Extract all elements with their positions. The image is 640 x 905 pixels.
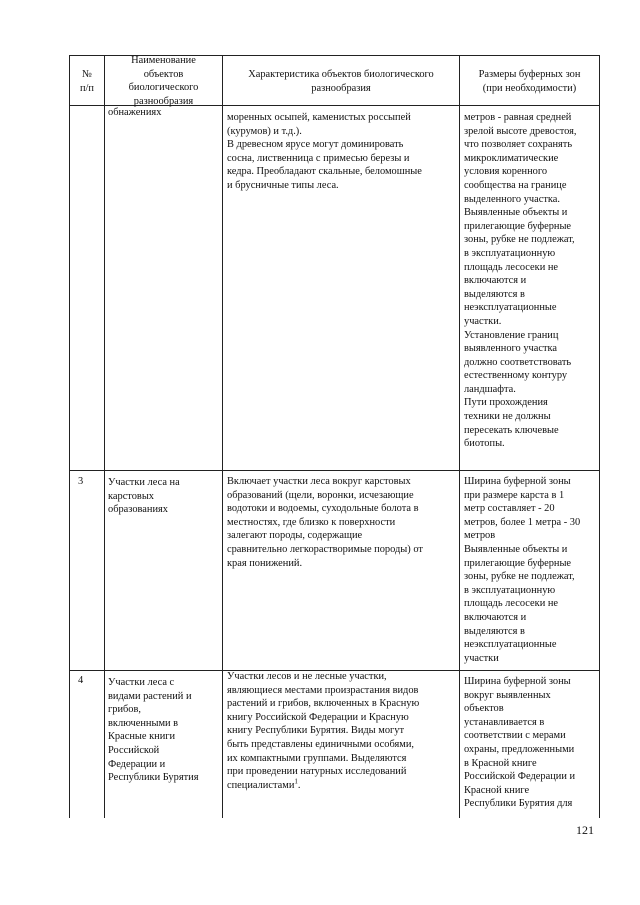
- footnote-ref: 1: [294, 777, 298, 786]
- table-divider-1: [104, 55, 105, 818]
- row2-name: Участки леса на карстовых образованиях: [108, 477, 180, 516]
- header-description: Характеристика объектов биологического разнообразия: [248, 69, 434, 94]
- row1-description: моренных осыпей, каменистых россыпей (курумов) и т.д.). В древесном ярусе могут доминировать сосна, лиственница с примесью березы и кедра. Преобладают скальные, беломошные и брусничные типы леса.: [227, 112, 422, 191]
- row1-name: обнажениях: [108, 107, 162, 118]
- header-num: № п/п: [79, 69, 94, 94]
- row1-buffer: метров - равная средней зрелой высоте древостоя, что позволяет сохранять микроклиматические условия коренного сообщества на границе выделенного участка. Выявленные объекты и прилегающие буферные зоны, рубке не подлежат, в эксплуатационную площадь лесосеки не включаются и выделяются в неэксплуатационные участки. Установление границ выявленного участка должно соответствовать естественному контуру ландшафта. Пути прохождения техники не должны пересекать ключевые биотопы.: [464, 112, 577, 450]
- page-number: 121: [576, 823, 594, 837]
- row2-buffer: Ширина буферной зоны при размере карста в 1 метр составляет - 20 метров, более 1 метра - 30 метров Выявленные объекты и прилегающие буферные зоны, рубке не подлежат, в эксплуатационную площадь лесосеки не включаются и выделяются в неэксплуатационные участки: [464, 476, 581, 664]
- row3-buffer: Ширина буферной зоны вокруг выявленных объектов устанавливается в соответствии с мерами охраны, предложенными в Красной книге Российской Федерации и Красной книге Республики Бурятия для: [464, 676, 576, 810]
- header-name: Наименование объектов биологического разнообразия: [128, 55, 199, 107]
- biodiversity-table: [69, 55, 600, 818]
- table-border-left: [69, 55, 70, 818]
- row3-num: 4: [78, 675, 84, 686]
- table-border-right: [599, 55, 600, 818]
- row3-name: Участки леса с видами растений и грибов, включенными в Красные книги Российской Федерации и Республики Бурятия: [108, 677, 199, 784]
- row2-num: 3: [78, 476, 84, 487]
- row3-description: Участки лесов и не лесные участки, являющиеся местами произрастания видов растений и грибов, включенных в Красную книгу Российской Федерации и Красную книгу Республики Бурятия. Виды могут быть представлены единичными особями, их компактными группами. Выделяются при проведении натурных исследований специалистами$^1$.: [227, 671, 420, 791]
- row2-description: Включает участки леса вокруг карстовых образований (щели, воронки, исчезающие водотоки и водоемы, суходольные болота в местностях, где близко к поверхности залегают породы, содержащие сравнительно легкорастворимые породы) от края понижений.: [227, 476, 423, 569]
- table-divider-3: [459, 55, 460, 818]
- row-divider-1: [69, 470, 600, 471]
- table-divider-2: [222, 55, 223, 818]
- header-buffer: Размеры буферных зон (при необходимости): [478, 69, 581, 94]
